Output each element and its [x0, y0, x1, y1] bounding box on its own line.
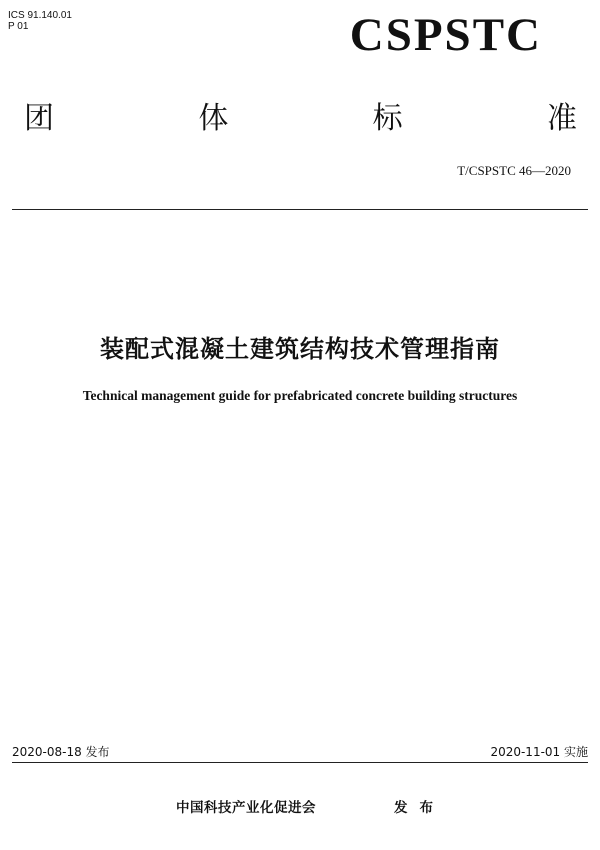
standard-category [24, 99, 577, 139]
category-char: 标 [372, 101, 403, 136]
cspstc-logo: CSPSTC [349, 9, 542, 61]
implementation-date: 2020-11-01 实施 [490, 745, 588, 759]
issue-date: 2020-08-18 发布 [12, 745, 110, 759]
standard-code: T/CSPSTC 46—2020 [457, 163, 571, 178]
footer-divider [12, 762, 588, 763]
category-char: 体 [198, 101, 229, 136]
ics-code: ICS 91.140.01 [8, 10, 72, 21]
category-char: 团 [24, 101, 54, 136]
header-divider [12, 209, 588, 210]
category-char: 准 [546, 101, 577, 136]
ccs-code: P 01 [8, 21, 29, 32]
title-english: Technical management guide for prefabricated concrete building structures [82, 388, 518, 403]
publisher-organization: 中国科技产业化促进会 [176, 800, 316, 816]
publish-label: 发布 [394, 800, 445, 816]
title-chinese: 装配式混凝土建筑结构技术管理指南 [100, 335, 500, 363]
